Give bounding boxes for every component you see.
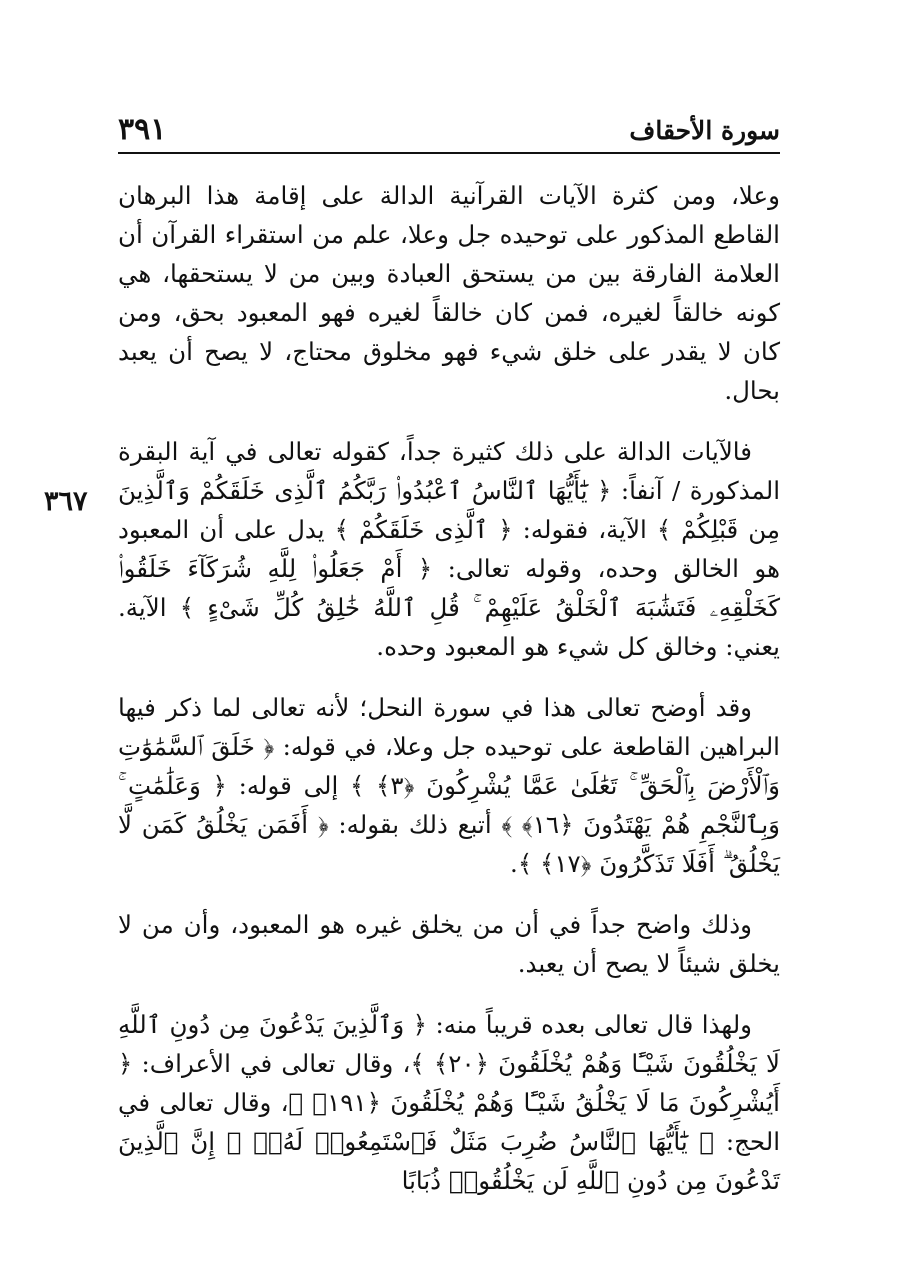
margin-reference-number: ٣٦٧ <box>44 486 88 517</box>
paragraph-2: فالآيات الدالة على ذلك كثيرة جداً، كقوله تعالى في آية البقرة المذكورة / آنفاً: ﴿ يَٰٓأَيُّهَا ٱلنَّاسُ ٱعْبُدُوا۟ رَبَّكُمُ ٱلَّذِى خَلَقَكُمْ وَٱلَّذِينَ مِن قَبْلِكُمْ ﴾ الآية، فقوله: ﴿ ٱلَّذِى خَلَقَكُمْ ﴾ يدل على أن المعبود هو الخالق وحده، وقوله تعالى: ﴿ أَمْ جَعَلُوا۟ لِلَّهِ شُرَكَآءَ خَلَقُوا۟ كَخَلْقِهِۦ فَتَشَٰبَهَ ٱلْخَلْقُ عَلَيْهِمْ ۚ قُلِ ٱللَّهُ خَٰلِقُ كُلِّ شَىْءٍ ﴾ الآية. يعني: وخالق كل شيء هو المعبود وحده. <box>118 437 780 661</box>
paragraph-4: وذلك واضح جداً في أن من يخلق غيره هو المعبود، وأن من لا يخلق شيئاً لا يصح أن يعبد. <box>118 910 780 978</box>
paragraph-3: وقد أوضح تعالى هذا في سورة النحل؛ لأنه تعالى لما ذكر فيها البراهين القاطعة على توحيده جل وعلا، في قوله: ﴿ خَلَقَ ٱلسَّمَٰوَٰتِ وَٱلْأَرْضَ بِٱلْحَقِّ ۚ تَعَٰلَىٰ عَمَّا يُشْرِكُونَ ﴿٣﴾ ﴾ إلى قوله: ﴿ وَعَلَٰمَٰتٍ ۚ وَبِٱلنَّجْمِ هُمْ يَهْتَدُونَ ﴿١٦﴾ ﴾ أتبع ذلك بقوله: ﴿ أَفَمَن يَخْلُقُ كَمَن لَّا يَخْلُقُ ۗ أَفَلَا تَذَكَّرُونَ ﴿١٧﴾ ﴾. <box>118 693 780 878</box>
body-text <box>118 176 780 1222</box>
surah-title: سورة الأحقاف <box>629 116 780 145</box>
page-header <box>118 112 780 154</box>
page-number: ٣٩١ <box>118 112 167 147</box>
paragraph-5: ولهذا قال تعالى بعده قريباً منه: ﴿ وَٱلَّذِينَ يَدْعُونَ مِن دُونِ ٱللَّهِ لَا يَخْلُقُونَ شَيْـًٔا وَهُمْ يُخْلَقُونَ ﴿٢٠﴾ ﴾، وقال تعالى في الأعراف: ﴿ أَيُشْرِكُونَ مَا لَا يَخْلُقُ شَيْـًٔا وَهُمْ يُخْلَقُونَ ﴿١٩١﴾ ﴾، وقال تعالى في الحج: ﴿ يَٰٓأَيُّهَا ٱلنَّاسُ ضُرِبَ مَثَلٌ فَٱسْتَمِعُوا۟ لَهُۥٓ ۚ إِنَّ ٱلَّذِينَ تَدْعُونَ مِن دُونِ ٱللَّهِ لَن يَخْلُقُوا۟ ذُبَابًا <box>118 1010 780 1195</box>
paragraph-1: وعلا، ومن كثرة الآيات القرآنية الدالة على إقامة هذا البرهان القاطع المذكور على توحيده جل وعلا، علم من استقراء القرآن أن العلامة الفارقة بين من يستحق العبادة وبين من لا يستحقها، هي كونه خالقاً لغيره، فمن كان خالقاً لغيره فهو المعبود بحق، ومن كان لا يقدر على خلق شيء فهو مخلوق محتاج، لا يصح أن يعبد بحال. <box>118 181 780 405</box>
